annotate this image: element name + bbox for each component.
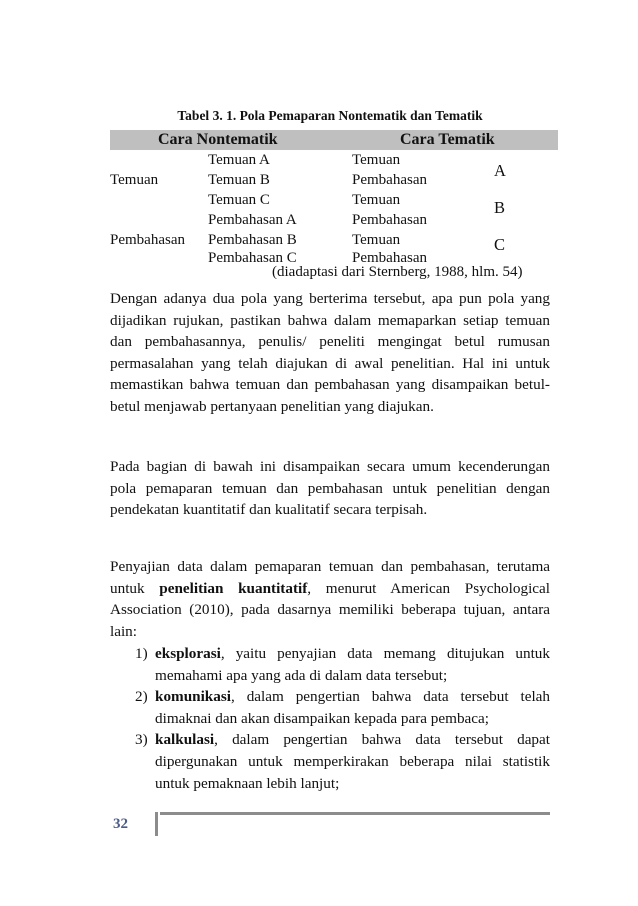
purpose-list (110, 643, 550, 794)
nontematik-cell: Temuan B (208, 172, 270, 188)
table-source: (diadaptasi dari Sternberg, 1988, hlm. 54) (272, 264, 523, 280)
footer-divider (155, 812, 158, 836)
table-caption: Tabel 3. 1. Pola Pemaparan Nontematik dan Tematik (177, 108, 483, 123)
list-item: 1) eksplorasi, yaitu penyajian data memang ditujukan untuk memahami apa yang ada di dalam data tersebut; (135, 645, 550, 684)
paragraph-2: Pada bagian di bawah ini disampaikan secara umum kecenderungan pola pemaparan temuan dan pembahasan untuk penelitian dengan pendekatan kuantitatif dan kualitatif secara terpisah. (110, 458, 550, 519)
bold-term: penelitian kuantitatif (159, 579, 308, 597)
tematik-cell: Temuan (352, 152, 401, 168)
header-nontematik: Cara Nontematik (158, 131, 278, 148)
footer-rule (160, 812, 550, 815)
list-item: 2) komunikasi, dalam pengertian bahwa data tersebut telah dimaknai dan akan disampaikan kepada para pembaca; (135, 688, 550, 727)
row-label-pembahasan: Pembahasan (110, 232, 185, 248)
nontematik-cell: Pembahasan B (208, 232, 297, 248)
tematik-group-label: C (494, 235, 506, 254)
tematik-cell: Temuan (352, 232, 401, 248)
list-term: komunikasi (155, 688, 231, 706)
tematik-cell: Pembahasan (352, 172, 427, 188)
header-tematik: Cara Tematik (400, 131, 495, 148)
paragraph-3: Penyajian data dalam pemaparan temuan dan pembahasan, terutama untuk penelitian kuantitatif, menurut American Psychological Association (2010), pada dasarnya memiliki beberapa tujuan, antara lain: (110, 558, 550, 640)
table-header-row (110, 130, 558, 150)
tematik-cell: Pembahasan (352, 212, 427, 228)
tematik-cell: Pembahasan (352, 250, 427, 266)
tematik-group-label: B (494, 198, 506, 217)
page-number: 32 (113, 816, 128, 832)
nontematik-cell: Temuan C (208, 192, 270, 208)
nontematik-cell: Temuan A (208, 152, 270, 168)
list-item: 3) kalkulasi, dalam pengertian bahwa data tersebut dapat dipergunakan untuk memperkirakan beberapa nilai statistik untuk pemaknaan lebih lanjut; (135, 731, 550, 792)
nontematik-cell: Pembahasan C (208, 250, 297, 266)
list-term: eksplorasi (155, 645, 221, 662)
row-label-temuan: Temuan (110, 172, 159, 188)
tematik-cell: Temuan (352, 192, 401, 208)
tematik-group-label: A (494, 161, 506, 180)
paragraph-1: Dengan adanya dua pola yang berterima tersebut, apa pun pola yang dijadikan rujukan, pastikan bahwa dalam memaparkan setiap temuan dan pembahasannya, penulis/ peneliti mengingat betul rumusan permasalahan yang telah diajukan di awal penelitian. Hal ini untuk memastikan bahwa temuan dan pembahasan yang disampaikan betul-betul menjawab pertanyaan penelitian yang diajukan. (110, 290, 550, 415)
list-term: kalkulasi (155, 731, 215, 749)
nontematik-cell: Pembahasan A (208, 212, 297, 228)
